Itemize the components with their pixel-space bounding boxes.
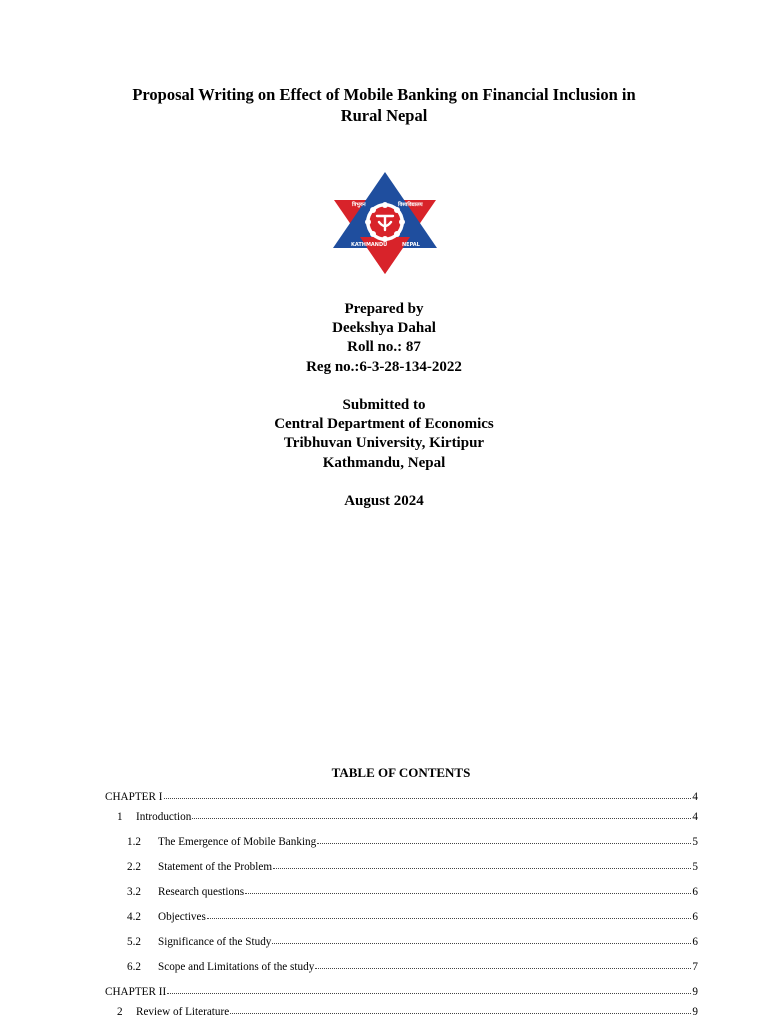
university-name: Tribhuvan University, Kirtipur (283, 435, 485, 452)
toc-heading: TABLE OF CONTENTS (331, 765, 471, 780)
toc-entry-page: 6 (692, 936, 698, 948)
toc-entry-number: 2 (117, 1006, 123, 1018)
toc-entry-number: 3.2 (127, 886, 141, 898)
toc-entry-emergence[interactable] (127, 835, 698, 850)
toc-entry-significance[interactable] (127, 935, 698, 950)
prepared-by-heading: Prepared by (344, 301, 424, 317)
author-name: Deekshya Dahal (332, 320, 436, 337)
roll-number: Roll no.: 87 (347, 339, 421, 356)
prepared-by-block (184, 300, 584, 377)
toc-leader-dots (164, 798, 692, 799)
toc-leader-dots (192, 818, 691, 819)
toc-entry-page: 9 (692, 1006, 698, 1018)
tribhuvan-university-emblem-icon (330, 170, 440, 276)
toc-entry-number: 1 (117, 811, 123, 823)
emblem-text-bottom-left: KATHMANDU (351, 242, 388, 248)
toc-entry-label: Objectives (158, 911, 206, 923)
submitted-to-block (184, 396, 584, 473)
toc-entry-objectives[interactable] (127, 910, 698, 925)
toc-entry-label: Review of Literature (136, 1006, 230, 1018)
toc-entry-page: 7 (692, 961, 698, 973)
registration-number: Reg no.:6-3-28-134-2022 (306, 358, 462, 375)
toc-entry-page: 6 (692, 886, 698, 898)
toc-leader-dots (207, 918, 692, 919)
toc-entry-label: The Emergence of Mobile Banking (158, 836, 317, 848)
toc-entry-label: CHAPTER I (105, 791, 163, 803)
submitted-to-heading: Submitted to (342, 397, 426, 413)
toc-entry-review-literature[interactable] (105, 1005, 698, 1020)
submission-date: August 2024 (344, 493, 424, 509)
toc-entry-research-questions[interactable] (127, 885, 698, 900)
toc-entry-scope[interactable] (127, 960, 698, 975)
toc-entry-page: 5 (692, 836, 698, 848)
title-line-1: Proposal Writing on Effect of Mobile Banking on Financial Inclusion in (132, 85, 636, 104)
toc-entry-page: 4 (692, 791, 698, 803)
location-name: Kathmandu, Nepal (322, 454, 446, 471)
toc-entry-number: 6.2 (127, 961, 141, 973)
toc-entry-label: Scope and Limitations of the study (158, 961, 315, 973)
document-title (100, 84, 668, 126)
emblem-text-left: त्रिभुवन (352, 202, 366, 208)
toc-entry-number: 5.2 (127, 936, 141, 948)
toc-entry-page: 9 (692, 986, 698, 998)
toc-entry-introduction[interactable] (105, 810, 698, 825)
toc-entry-chapter-2[interactable] (105, 985, 698, 1000)
toc-entry-page: 4 (692, 811, 698, 823)
toc-entry-number: 1.2 (127, 836, 141, 848)
toc-leader-dots (317, 843, 691, 844)
toc-entry-label: CHAPTER II (105, 986, 167, 998)
toc-entry-number: 4.2 (127, 911, 141, 923)
title-line-2: Rural Nepal (340, 106, 428, 125)
toc-entry-page: 6 (692, 911, 698, 923)
toc-leader-dots (315, 968, 691, 969)
toc-leader-dots (272, 943, 691, 944)
toc-entry-label: Research questions (158, 886, 245, 898)
toc-leader-dots (245, 893, 691, 894)
toc-entry-statement[interactable] (127, 860, 698, 875)
toc-entry-label: Introduction (136, 811, 192, 823)
toc-entry-label: Significance of the Study (158, 936, 272, 948)
emblem-text-right: विश्वविद्यालय (398, 202, 423, 208)
toc-entry-number: 2.2 (127, 861, 141, 873)
toc-leader-dots (273, 868, 691, 869)
toc-entry-label: Statement of the Problem (158, 861, 273, 873)
toc-entry-page: 5 (692, 861, 698, 873)
toc-entry-chapter-1[interactable] (105, 790, 698, 805)
toc-leader-dots (230, 1013, 691, 1014)
department-name: Central Department of Economics (274, 416, 494, 433)
emblem-text-bottom-right: NEPAL (402, 242, 420, 248)
toc-leader-dots (167, 993, 691, 994)
